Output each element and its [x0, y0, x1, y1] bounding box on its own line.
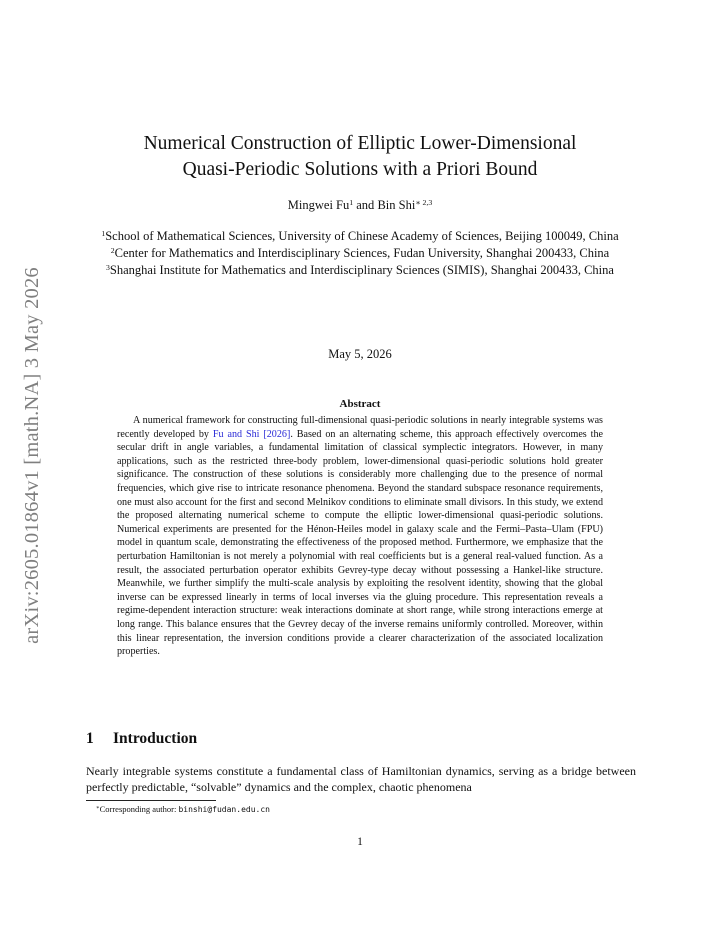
page-number: 1	[357, 836, 363, 848]
affiliation-3	[92, 262, 628, 279]
abstract-text	[117, 414, 603, 659]
affiliation-2	[92, 245, 628, 262]
section-title: Introduction	[113, 730, 198, 747]
title-line-2: Quasi-Periodic Solutions with a Priori Bound	[182, 159, 538, 180]
affiliation-1-mark: 1	[101, 228, 106, 238]
publication-date: May 5, 2026	[328, 347, 392, 361]
citation-link-fu-shi[interactable]: Fu and Shi [2026]	[212, 428, 291, 440]
affiliation-2-mark: 2	[110, 245, 115, 255]
corresponding-email[interactable]: binshi@fudan.edu.cn	[178, 805, 270, 814]
affiliation-1-text: School of Mathematical Sciences, University of Chinese Academy of Sciences, Beijing 100049, China	[105, 229, 619, 243]
affiliation-1	[92, 228, 628, 245]
author-fu: Mingwei Fu	[287, 198, 350, 212]
footnote-divider	[86, 800, 216, 801]
paper-title	[90, 131, 630, 183]
section-number: 1	[86, 730, 94, 747]
author-shi: Bin Shi	[377, 198, 416, 212]
abstract-text-start: A numerical framework for constructing full-dimensional quasi-periodic solutions in nearly integrable systems was recently developed by	[117, 415, 603, 440]
author-fu-affiliation-mark: 1	[349, 197, 354, 207]
author-conjunction: and	[356, 198, 375, 212]
arxiv-identifier: arXiv:2605.01864v1 [math.NA] 3 May 2026	[20, 266, 43, 644]
footnote-corresponding-author	[96, 804, 270, 814]
title-line-1: Numerical Construction of Elliptic Lower-Dimensional	[143, 133, 577, 154]
section-heading-introduction	[86, 730, 197, 748]
author-list	[90, 198, 630, 213]
footnote-label: Corresponding author:	[99, 804, 179, 814]
affiliation-3-mark: 3	[106, 262, 110, 272]
footnote-mark: ∗	[96, 805, 100, 812]
affiliation-2-text: Center for Mathematics and Interdisciplinary Sciences, Fudan University, Shanghai 200433, China	[114, 246, 610, 260]
author-shi-affiliation-mark: ∗ 2,3	[415, 197, 433, 207]
affiliations	[92, 228, 628, 279]
arxiv-watermark	[12, 245, 52, 665]
affiliation-3-text: Shanghai Institute for Mathematics and Interdisciplinary Sciences (SIMIS), Shanghai 200433, China	[109, 263, 614, 277]
abstract-heading: Abstract	[339, 398, 381, 410]
abstract-text-rest: . Based on an alternating scheme, this approach effectively overcomes the secular drift in angle variables, a fundamental limitation of classical symplectic integrators. However, in many applications, such as the restricted three-body problem, lower-dimensional quasi-periodic solutions hold greater significance. The construction of these solutions is considerably more challenging due to the presence of normal frequencies, which give rise to intricate resonance phenomena. Beyond the standard subspace resonance requirements, one must also account for the first and second Melnikov conditions to eliminate small divisors. In this study, we extend the proposed alternating numerical scheme to compute the elliptic lower-dimensional quasi-periodic solutions. Numerical experiments are presented for the Hénon-Heiles model in galaxy scale and the Fermi–Pasta–Ulam (FPU) model in quantum scale, demonstrating the effectiveness of the proposed method. Furthermore, we emphasize that the perturbation Hamiltonian is not merely a polynomial with real coefficients but is a general real-valued function. As a result, the associated perturbation operator exhibits Gevrey-type decay without possessing a Hankel-like structure. Meanwhile, we further simplify the multi-scale analysis by exploiting the resolvent identity, showing that the global inverse can be expressed linearly in terms of local inverses via the gluing procedure. This representation reveals a regime-dependent interaction structure: weak interactions dominate at short range, while strong interactions emerge at long range. This balance ensures that the Gevrey decay of the inverse remains uniformly controlled. Moreover, within this linear representation, the inversion conditions provide a clearer characterization of the associated localization properties.	[117, 428, 604, 658]
introduction-paragraph: Nearly integrable systems constitute a fundamental class of Hamiltonian dynamics, serving as a bridge between perfectly predictable, “solvable” dynamics and the complex, chaotic phenomena	[86, 764, 636, 794]
